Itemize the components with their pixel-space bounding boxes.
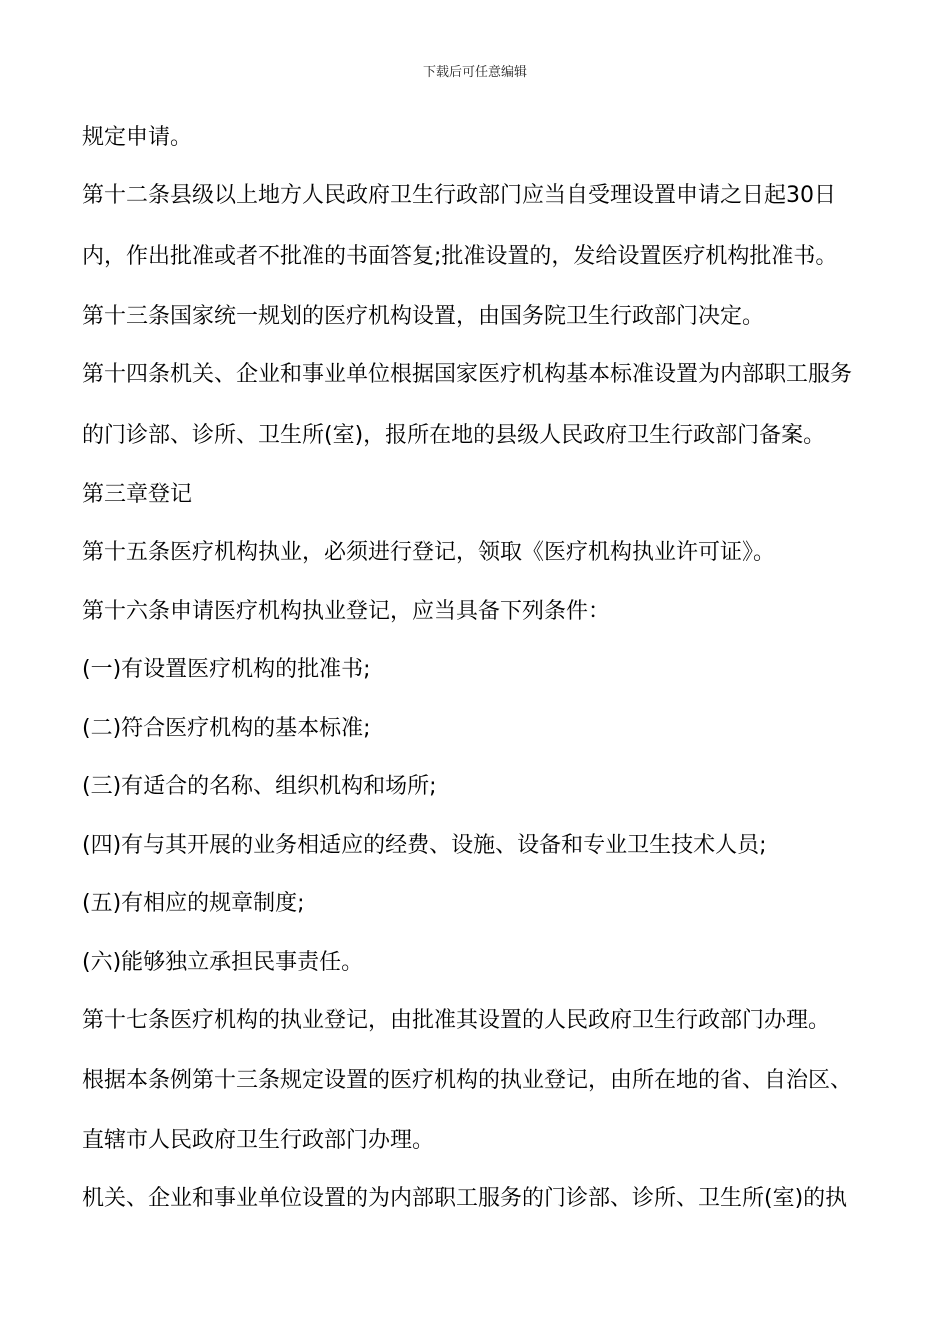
text-line: 第十五条医疗机构执业，必须进行登记，领取《医疗机构执业许可证》。 — [82, 540, 776, 565]
text-line: 第十二条县级以上地方人民政府卫生行政部门应当自受理设置申请之日起30日 — [82, 183, 836, 208]
page-header: 下载后可任意编辑 — [422, 65, 527, 80]
list-item: (三)有适合的名称、组织机构和场所; — [82, 774, 437, 799]
text-line: 内，作出批准或者不批准的书面答复;批准设置的，发给设置医疗机构批准书。 — [82, 244, 838, 269]
text-line: 第十四条机关、企业和事业单位根据国家医疗机构基本标准设置为内部职工服务 — [82, 362, 853, 387]
text-line: 直辖市人民政府卫生行政部门办理。 — [82, 1128, 435, 1153]
text-line: 规定申请。 — [82, 125, 193, 150]
text-line: 的门诊部、诊所、卫生所(室)，报所在地的县级人民政府卫生行政部门备案。 — [82, 423, 826, 448]
list-item: (二)符合医疗机构的基本标准; — [82, 716, 371, 741]
list-item: (六)能够独立承担民事责任。 — [82, 950, 364, 975]
list-item: (四)有与其开展的业务相适应的经费、设施、设备和专业卫生技术人员; — [82, 833, 767, 858]
list-item: (五)有相应的规章制度; — [82, 891, 305, 916]
text-line: 根据本条例第十三条规定设置的医疗机构的执业登记，由所在地的省、自治区、 — [82, 1068, 853, 1093]
list-item: (一)有设置医疗机构的批准书; — [82, 657, 371, 682]
text-line: 第十六条申请医疗机构执业登记，应当具备下列条件： — [82, 599, 611, 624]
text-line: 第十三条国家统一规划的医疗机构设置，由国务院卫生行政部门决定。 — [82, 304, 765, 329]
text-line: 机关、企业和事业单位设置的为内部职工服务的门诊部、诊所、卫生所(室)的执 — [82, 1186, 848, 1211]
text-line: 第十七条医疗机构的执业登记，由批准其设置的人民政府卫生行政部门办理。 — [82, 1008, 831, 1033]
chapter-heading: 第三章登记 — [82, 482, 193, 507]
